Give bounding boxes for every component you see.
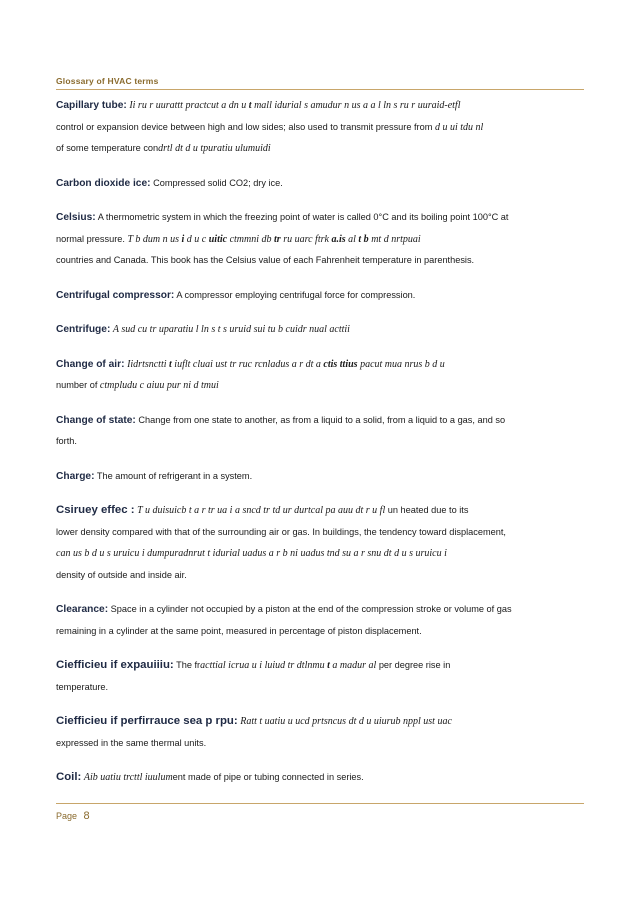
garbled-text-segment: t [248, 100, 252, 111]
definition-text: forth. [56, 436, 77, 446]
entry-spacer [56, 453, 588, 466]
garbled-text-segment: al [345, 233, 359, 245]
glossary-entry [56, 410, 588, 453]
entry-line [56, 229, 588, 251]
garbled-text-segment: Aib uatiu trcttl iuulum [83, 772, 173, 783]
definition-text: of some temperature con [56, 143, 159, 153]
garbled-text-segment: A sud cu tr uparatiu l ln s t s uruid sui tu b cuidr nual acttii [112, 324, 350, 335]
glossary-entry [56, 599, 588, 642]
entry-spacer [56, 306, 588, 319]
entry-line [56, 410, 588, 432]
entry-line [56, 285, 588, 307]
garbled-text-segment: acttial icrua u i luiud tr dtlnmu [200, 660, 328, 671]
glossary-term: Clearance: [56, 604, 109, 615]
glossary-entry [56, 319, 588, 341]
entry-line [56, 207, 588, 229]
entry-line [56, 599, 588, 621]
glossary-entry [56, 500, 588, 586]
entry-line [56, 138, 588, 160]
definition-text: temperature. [56, 681, 109, 692]
page-number: 8 [83, 810, 90, 822]
garbled-text-segment: t [327, 660, 330, 671]
entry-line [56, 500, 588, 522]
glossary-body [56, 95, 588, 789]
entry-line [56, 621, 588, 643]
garbled-text-segment: mall idurial s amudur n us a a l ln s ru r uuraid-etfl [251, 100, 461, 111]
garbled-text-segment: ru uarc ftrk [280, 233, 332, 245]
entry-spacer [56, 586, 588, 599]
glossary-term: Celsius: [56, 212, 96, 223]
entry-spacer [56, 160, 588, 173]
definition-text: expressed in the same thermal units. [56, 737, 207, 748]
glossary-term: Centrifugal compressor: [56, 289, 175, 301]
entry-line [56, 466, 588, 488]
glossary-entry [56, 354, 588, 397]
page-label: Page [56, 811, 78, 821]
header-divider [56, 89, 584, 90]
entry-spacer [56, 698, 588, 711]
entry-line [56, 543, 588, 565]
garbled-text-segment: Iidrtsnctti [127, 358, 170, 370]
entry-line [56, 565, 588, 587]
glossary-term: Csiruey effec : [56, 504, 135, 516]
definition-text: remaining in a cylinder at the same point, measured in percentage of piston displacement. [56, 625, 422, 636]
glossary-entry [56, 207, 588, 272]
definition-text: countries and Canada. This book has the Celsius value of each Fahrenheit temperature in parenthesis. [56, 255, 475, 265]
garbled-text-segment: ctmpludu c aiuu pur ni d tmui [99, 380, 219, 391]
glossary-term: Ciefficieu if perfirrauce sea p rpu: [56, 715, 238, 727]
definition-text: A thermometric system in which the freezing point of water is called 0°C and its boiling point 100°C at [97, 212, 509, 222]
glossary-term: Charge: [56, 470, 95, 482]
entry-line [56, 677, 588, 699]
glossary-entry [56, 767, 588, 789]
garbled-text-segment: uitic [208, 233, 228, 245]
glossary-term: Ciefficieu if expauiiiu: [56, 659, 174, 671]
glossary-term: Capillary tube: [56, 100, 127, 111]
garbled-text-segment: tr [274, 233, 281, 245]
definition-text: density of outside and inside air. [56, 569, 187, 580]
definition-text: number of [56, 380, 100, 390]
garbled-text-segment: i [181, 233, 185, 245]
entry-line [56, 354, 588, 376]
garbled-text-segment: d u c [184, 233, 209, 245]
entry-line [56, 375, 588, 397]
glossary-term: Change of air: [56, 358, 125, 370]
garbled-text-segment: t b [358, 233, 369, 245]
glossary-entry [56, 466, 588, 488]
garbled-text-segment: mt d nrtpuai [368, 233, 421, 245]
garbled-text-segment: d u ui tdu nl [434, 121, 484, 133]
entry-line [56, 250, 588, 272]
entry-line [56, 767, 588, 789]
garbled-text-segment: a.is [331, 233, 346, 245]
entry-line [56, 173, 588, 195]
garbled-text-segment: can us b d u s uruicu i dumpuradnrut t idurial uadus a r b ni uadus tnd su a r snu dt d u s uruicu i [56, 548, 447, 559]
glossary-entry [56, 285, 588, 307]
definition-text: A compressor employing centrifugal force for compression. [176, 289, 416, 300]
definition-text: control or expansion device between high and low sides; also used to transmit pressure from [56, 121, 435, 132]
garbled-text-segment: iuflt cluai ust tr ruc rcnladus a r dt a [171, 358, 324, 370]
garbled-text-segment: ctmmni db [227, 233, 275, 245]
glossary-entry [56, 95, 588, 160]
entry-spacer [56, 272, 588, 285]
glossary-term: Centrifuge: [56, 324, 111, 335]
glossary-term: Change of state: [56, 414, 136, 426]
entry-spacer [56, 341, 588, 354]
definition-text: Compressed solid CO2; dry ice. [153, 177, 283, 188]
definition-text: The fr [176, 660, 201, 670]
entry-line [56, 431, 588, 453]
garbled-text-segment: Ratt t uatiu u ucd prtsncus dt d u uiurub nppl ust uac [240, 716, 452, 727]
garbled-text-segment: T b dum n us [127, 233, 182, 245]
garbled-text-segment: Ii ru r uurattt practcut a dn u [129, 100, 249, 111]
entry-spacer [56, 194, 588, 207]
entry-line [56, 522, 588, 544]
entry-line [56, 95, 588, 117]
entry-line [56, 117, 588, 139]
definition-text: un heated due to its [387, 505, 469, 515]
definition-text: Space in a cylinder not occupied by a piston at the end of the compression stroke or volume of gas [110, 604, 512, 614]
entry-spacer [56, 754, 588, 767]
glossary-entry [56, 173, 588, 195]
entry-spacer [56, 397, 588, 410]
entry-spacer [56, 487, 588, 500]
entry-line [56, 655, 588, 677]
glossary-entry [56, 655, 588, 698]
definition-text: lower density compared with that of the surrounding air or gas. In buildings, the tendency toward displacement, [56, 526, 506, 537]
garbled-text-segment: pacut mua nrus b d u [357, 358, 445, 370]
definition-text: normal pressure. [56, 233, 128, 244]
garbled-text-segment: T u duisuicb t a r tr ua i a sncd tr td ur durtcal pa auu dt r u fl [137, 505, 388, 516]
definition-text: Change from one state to another, as from a liquid to a solid, from a liquid to a gas, and so [138, 414, 506, 425]
garbled-text-segment: ctis ttius [323, 358, 358, 370]
glossary-term: Coil: [56, 771, 82, 783]
glossary-entry [56, 711, 588, 754]
entry-line [56, 319, 588, 341]
entry-line [56, 733, 588, 755]
entry-line [56, 711, 588, 733]
garbled-text-segment: a madur al [329, 660, 377, 671]
garbled-text-segment: drtl dt d u tpuratiu ulumuidi [158, 143, 271, 154]
definition-text: The amount of refrigerant in a system. [96, 470, 253, 481]
footer-divider [56, 803, 584, 804]
definition-text: ent made of pipe or tubing connected in series. [172, 772, 364, 782]
entry-spacer [56, 642, 588, 655]
running-header: Glossary of HVAC terms [56, 76, 159, 86]
definition-text: per degree rise in [376, 660, 451, 670]
glossary-term: Carbon dioxide ice: [56, 177, 151, 189]
page-footer [56, 810, 90, 822]
garbled-text-segment: t [169, 358, 172, 370]
